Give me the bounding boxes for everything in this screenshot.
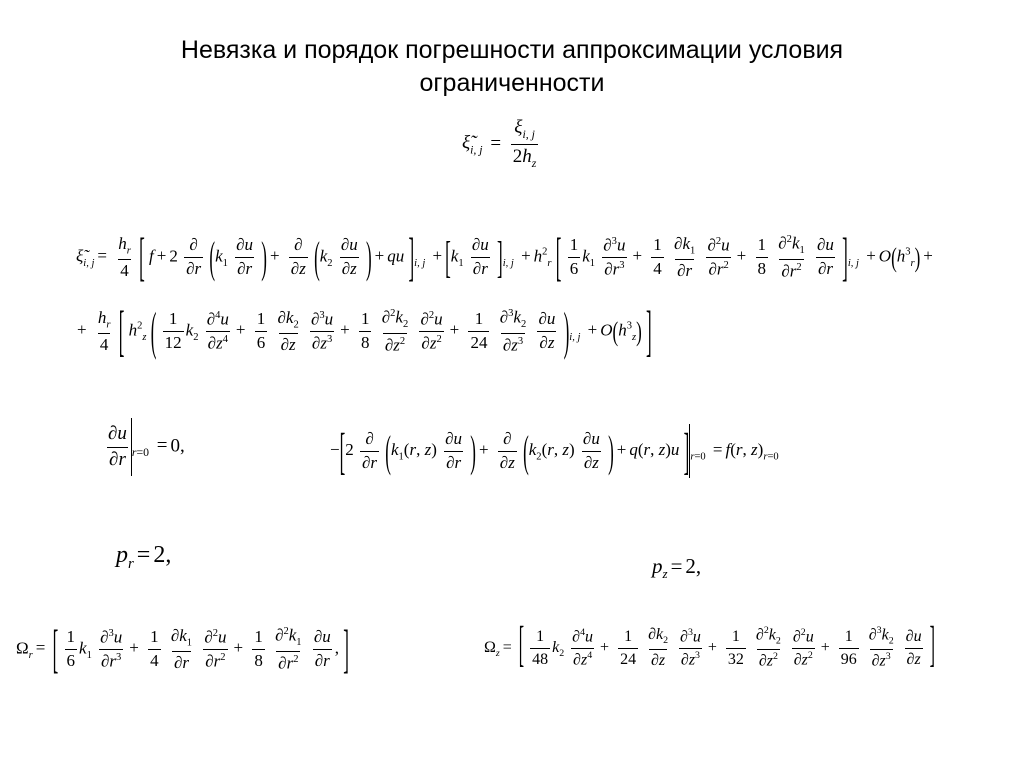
formula-xi-expansion-line1: $\xĩ_{i, j}$ = $\frac{h_r}{4}$ [ f + 2 ∂ ∂r ($k_1$ $\frac{\partial u}{\partial r}$ ) + ∂ ∂z ($k_2$ $\frac{\partial u}{\partial z}$ ) + qu ]$_{i, j} + [k_1$ $\frac{\partial u}{\partial r}$ ]$_{i, j} + h^2_r$ [ $\frac{1}{6}$ $k_1$ $\frac{\partial^3u}{\partial r^3}$ + $\frac{1}{4}$ $\frac{\partial k_1}{\partial r}$ $\frac{\partial^2u}{\partial r^2}$ + $\frac{1}{8}$ $\frac{\partial^2k_1}{\partial r^2}$ $\frac{\partial u}{\partial r}$ ]$_{i, j} + O(h^3_r)$ + xyxy=(76,228,933,287)
formula-xi-expansion-line2: + $\frac{h_r}{4}$ [ $h^2_z$ ( $\frac{1}{12}$ $k_2$ $\frac{\partial^4u}{\partial z^4}$ + $\frac{1}{6}$ $\frac{\partial k_2}{\partial z}$ $\frac{\partial^3u}{\partial z^3}$ + $\frac{1}{8}$ $\frac{\partial^2k_2}{\partial z^2}$ $\frac{\partial^2u}{\partial z^2}$ + $\frac{1}{24}$ $\frac{\partial^3k_2}{\partial z^3}$ $\frac{\partial u}{\partial z}$ )$_{i, j} + O(h^3_z)$ ] xyxy=(77,300,652,363)
formula-boundary-equation: −[2 ∂ ∂r ($k_1(r$, z) $\frac{\partial u}{\partial r}$ ) + ∂ ∂z ($k_2(r$, z) $\frac{\partial u}{\partial z}$ ) + q(r, z)u ]$_{r=0} = f(r$, $z)_{r=0}$ xyxy=(330,422,779,480)
formula-xi-definition: $\xĩ_{i, j}$ = $\frac{\xi_{i, j}}{2h_z}$ xyxy=(462,117,537,170)
formula-boundary-derivative: $\frac{\partial u}{\partial r}$ $_{r=0}$ = 0, xyxy=(104,418,185,476)
formula-order-pz: $p_z = 2$, xyxy=(652,554,702,582)
formula-omega-z: $\Omega_z$ = [ $\frac{1}{48}$ $k_2$ $\frac{\partial^4u}{\partial z^4}$ + $\frac{1}{24}$ $\frac{\partial k_2}{\partial z}$ $\frac{\partial^3u}{\partial z^3}$ + $\frac{1}{32}$ $\frac{\partial^2k_2}{\partial z^2}$ $\frac{\partial^2u}{\partial z^2}$ + $\frac{1}{96}$ $\frac{\partial^3k_2}{\partial z^3}$ $\frac{\partial u}{\partial z}$ ] xyxy=(484,620,935,673)
slide-title: Невязка и порядок погрешности аппроксимации условия ограниченности xyxy=(180,36,844,97)
formula-omega-r: $\Omega_r$ = [ $\frac{1}{6}$ $k_1$ $\frac{\partial^3u}{\partial r^3}$ + $\frac{1}{4}$ $\frac{\partial k_1}{\partial r}$ $\frac{\partial^2u}{\partial r^2}$ + $\frac{1}{8}$ $\frac{\partial^2k_1}{\partial r^2}$ $\frac{\partial u}{\partial r}$ , ] xyxy=(16,620,349,679)
formula-order-pr: $p_r = 2$, xyxy=(116,542,172,572)
